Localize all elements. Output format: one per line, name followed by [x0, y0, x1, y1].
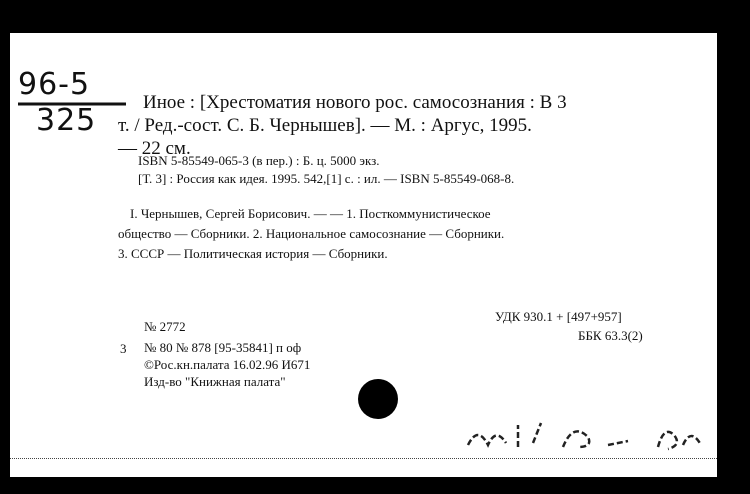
- register-line: № 80 № 878 [95-35841] п оф: [144, 340, 302, 355]
- register-line: Изд-во "Книжная палата": [144, 374, 286, 389]
- subject-line: I. Чернышев, Сергей Борисович. — — 1. Посткоммунистическое: [130, 206, 491, 221]
- main-entry-line: — 22 см.: [118, 138, 191, 159]
- subject-line: общество — Сборники. 2. Национальное самосознание — Сборники.: [118, 226, 505, 241]
- isbn-line: ISBN 5-85549-065-3 (в пер.) : Б. ц. 5000 экз.: [138, 153, 380, 168]
- register-number: № 2772: [144, 319, 186, 334]
- main-entry-line: т. / Ред.-сост. С. Б. Чернышев]. — М. : Аргус, 1995.: [118, 115, 532, 136]
- handwritten-scribble: [458, 415, 708, 455]
- call-number-bottom: 325: [36, 103, 97, 138]
- register-prefix: 3: [120, 341, 127, 356]
- subject-line: 3. СССР — Политическая история — Сборники.: [118, 246, 388, 261]
- catalog-card: [10, 33, 717, 477]
- register-line: ©Рос.кн.палата 16.02.96 И671: [144, 357, 311, 372]
- bbk-code: ББК 63.3(2): [578, 328, 643, 343]
- call-number-top: 96-5: [18, 67, 91, 102]
- main-entry: [118, 91, 567, 160]
- card-bottom-rule: [10, 458, 717, 459]
- isbn-line: [Т. 3] : Россия как идея. 1995. 542,[1] с. : ил. — ISBN 5-85549-068-8.: [138, 171, 515, 186]
- isbn-block: [138, 152, 514, 188]
- register-block: [144, 339, 310, 390]
- main-entry-line: Иное : [Хрестоматия нового рос. самосознания : В 3: [143, 92, 567, 113]
- udk-code: УДК 930.1 + [497+957]: [495, 309, 622, 324]
- subject-headings: [118, 204, 504, 264]
- ink-blot: [358, 379, 398, 419]
